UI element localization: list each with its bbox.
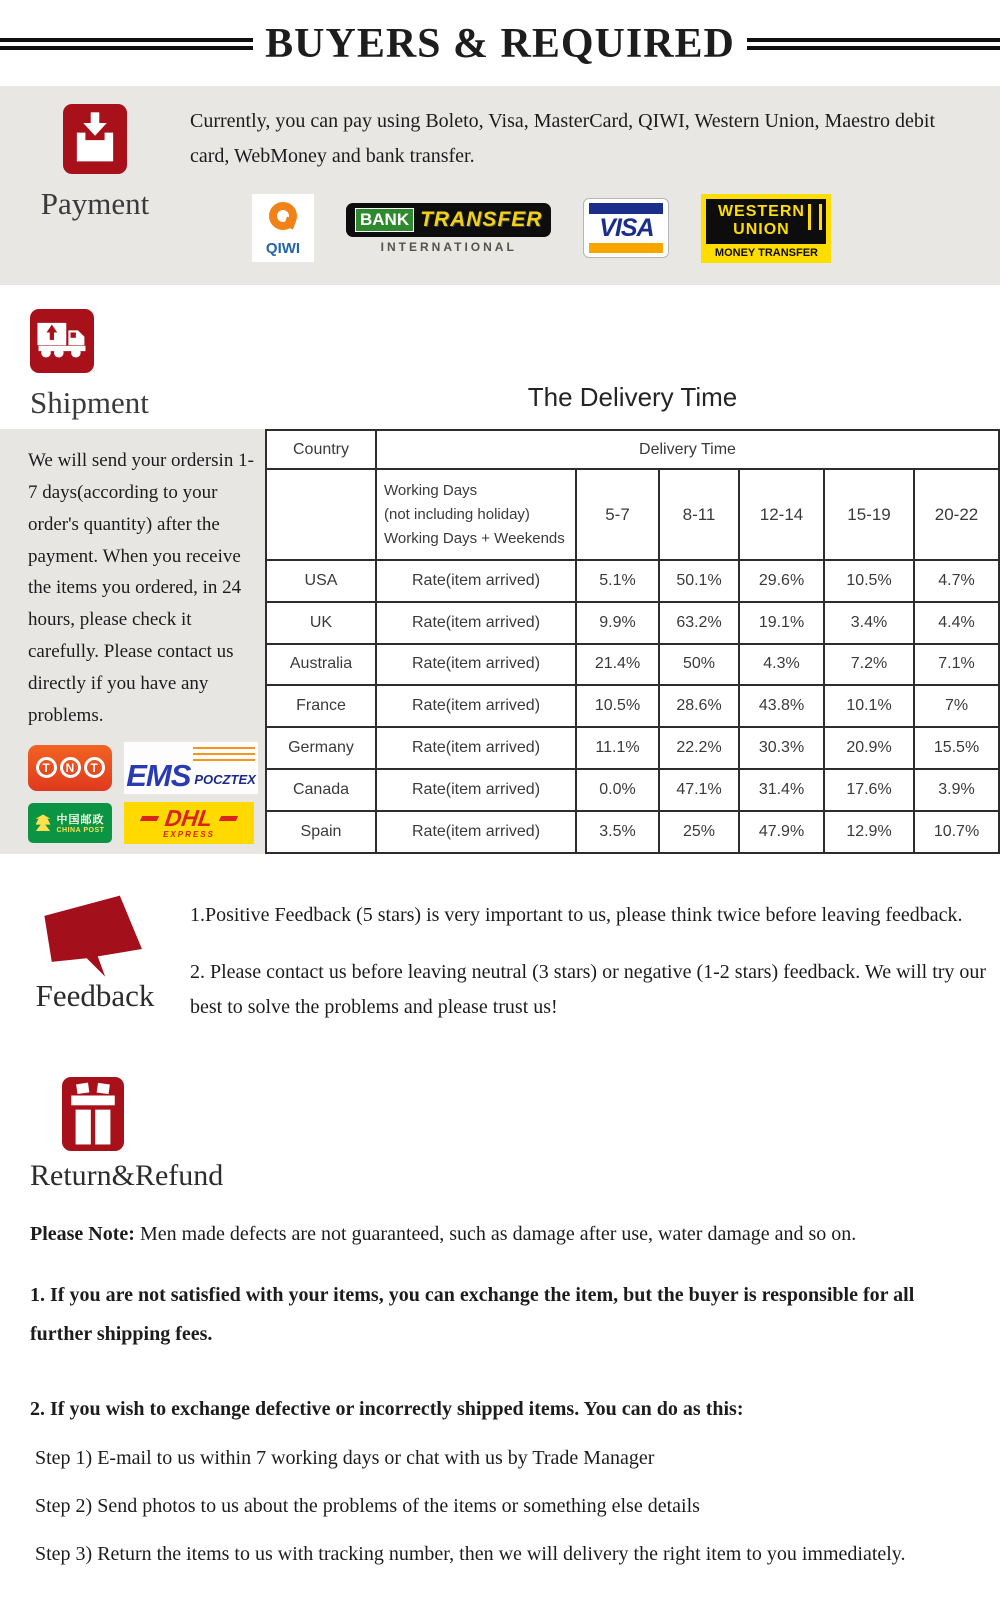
transfer-word: TRANSFER <box>420 207 543 231</box>
table-subheader-row <box>266 469 999 559</box>
please-note <box>30 1223 970 1246</box>
shipment-body <box>0 429 1000 854</box>
header-rule-left <box>0 38 253 50</box>
please-note-bold: Please Note: <box>30 1222 135 1245</box>
country-cell: Australia <box>266 644 376 686</box>
return-refund-section <box>0 1077 1000 1613</box>
china-post-text <box>57 811 105 834</box>
speech-bubble-icon <box>34 892 156 984</box>
payment-deposit-icon <box>63 104 127 174</box>
table-row <box>266 644 999 686</box>
day-range-cell: 15-19 <box>824 469 914 559</box>
return-step-2: Step 2) Send photos to us about the problems of the items or something else details <box>35 1494 700 1517</box>
payment-label: Payment <box>40 186 150 221</box>
western-union-line2: UNION <box>733 221 790 239</box>
rate-value-cell: 47.1% <box>659 769 739 811</box>
rate-value-cell: 10.1% <box>824 685 914 727</box>
china-post-logo <box>28 803 112 843</box>
country-cell: USA <box>266 560 376 602</box>
page-header <box>0 0 1000 68</box>
rate-value-cell: 31.4% <box>739 769 824 811</box>
working-days-cell <box>376 469 576 559</box>
rate-value-cell: 20.9% <box>824 727 914 769</box>
visa-gold-band <box>589 243 663 254</box>
dhl-logo <box>124 802 254 844</box>
shipment-note: We will send your ordersin 1-7 days(according to your order's quantity) after the payment. When you receive the items you ordered, in 24 hours, please check it carefully. Please contact us directly if you have any problems. <box>28 449 254 727</box>
rate-value-cell: 3.5% <box>576 811 659 853</box>
header-rule-right <box>747 38 1000 50</box>
tnt-logo <box>28 745 112 791</box>
ems-stripes-icon <box>193 747 255 762</box>
return-point-2: 2. If you wish to exchange defective or incorrectly shipped items. You can do as this: <box>30 1397 744 1420</box>
day-range-cell: 5-7 <box>576 469 659 559</box>
day-range-cell: 12-14 <box>739 469 824 559</box>
feedback-label: Feedback <box>35 977 155 1013</box>
visa-name: VISA <box>599 213 654 242</box>
rate-value-cell: 3.4% <box>824 602 914 644</box>
visa-logo <box>583 198 669 258</box>
rate-value-cell: 0.0% <box>576 769 659 811</box>
rate-value-cell: 10.7% <box>914 811 999 853</box>
rate-value-cell: 63.2% <box>659 602 739 644</box>
delivery-table-body <box>266 430 999 853</box>
payment-heading <box>0 102 190 263</box>
country-cell: Canada <box>266 769 376 811</box>
rate-label-cell: Rate(item arrived) <box>376 685 576 727</box>
rate-label-cell: Rate(item arrived) <box>376 644 576 686</box>
return-icon-box <box>62 1077 124 1151</box>
empty-cell <box>266 469 376 559</box>
pocztex-name: POCZTEX <box>194 771 256 787</box>
rate-value-cell: 7.2% <box>824 644 914 686</box>
shipment-icon-box <box>30 309 94 373</box>
ems-pocztex-logo <box>124 742 258 794</box>
shipment-heading <box>0 309 265 421</box>
rate-value-cell: 19.1% <box>739 602 824 644</box>
working-days-line: Working Days <box>384 481 478 499</box>
rate-value-cell: 5.1% <box>576 560 659 602</box>
payment-content <box>190 102 1000 263</box>
table-row <box>266 685 999 727</box>
rate-value-cell: 22.2% <box>659 727 739 769</box>
western-union-subtitle: MONEY TRANSFER <box>714 246 818 259</box>
qiwi-name: QIWI <box>265 240 301 258</box>
visa-middle <box>584 214 668 243</box>
dhl-dash-icon <box>218 816 237 821</box>
country-cell: Germany <box>266 727 376 769</box>
day-range-cell: 8-11 <box>659 469 739 559</box>
rate-value-cell: 21.4% <box>576 644 659 686</box>
please-note-rest: Men made defects are not guaranteed, such as damage after use, water damage and so on. <box>134 1222 857 1245</box>
tnt-letter: N <box>60 757 81 778</box>
bank-transfer-logo <box>346 203 551 254</box>
rate-label-cell: Rate(item arrived) <box>376 602 576 644</box>
rate-value-cell: 9.9% <box>576 602 659 644</box>
western-union-logo <box>701 194 831 263</box>
china-post-en: CHINA POST <box>56 827 105 835</box>
visa-blue-band <box>589 203 663 214</box>
table-row <box>266 769 999 811</box>
dhl-name: DHL <box>163 804 215 831</box>
delivery-time-table <box>265 429 1000 854</box>
delivery-time-title: The Delivery Time <box>527 381 738 412</box>
rate-value-cell: 7% <box>914 685 999 727</box>
shipment-note-panel <box>0 429 265 854</box>
dhl-row <box>141 804 236 831</box>
rate-value-cell: 10.5% <box>576 685 659 727</box>
return-step-3: Step 3) Return the items to us with tracking number, then we will delivery the right item to you immediately. <box>35 1542 906 1565</box>
rate-label-cell: Rate(item arrived) <box>376 769 576 811</box>
rate-value-cell: 4.7% <box>914 560 999 602</box>
rate-value-cell: 50% <box>659 644 739 686</box>
payment-description: Currently, you can pay using Boleto, Visa, MasterCard, QIWI, Western Union, Maestro debit card, WebMoney and bank transfer. <box>190 110 935 167</box>
feedback-heading <box>0 888 190 1025</box>
rate-value-cell: 3.9% <box>914 769 999 811</box>
truck-icon <box>30 309 94 373</box>
country-header-cell: Country <box>266 430 376 470</box>
table-row <box>266 602 999 644</box>
feedback-section <box>0 888 1000 1025</box>
return-step-1: Step 1) E-mail to us within 7 working days or chat with us by Trade Manager <box>35 1446 655 1469</box>
payment-logos <box>252 194 1000 263</box>
rate-value-cell: 15.5% <box>914 727 999 769</box>
working-days-line: (not including holiday) <box>384 505 530 523</box>
qiwi-logo <box>252 194 314 262</box>
rate-value-cell: 47.9% <box>739 811 824 853</box>
western-union-black-box <box>706 199 826 244</box>
gift-box-icon <box>62 1077 124 1151</box>
return-point-1: 1. If you are not satisfied with your items, you can exchange the item, but the buyer is responsible for all further shipping fees. <box>30 1283 915 1345</box>
rate-value-cell: 50.1% <box>659 560 739 602</box>
feedback-point-2: 2. Please contact us before leaving neutral (3 stars) or negative (1-2 stars) feedback. We will try our best to solve the problems and please trust us! <box>190 960 987 1018</box>
day-range-cell: 20-22 <box>914 469 999 559</box>
dhl-subtitle: EXPRESS <box>163 829 215 839</box>
delivery-time-header-cell: Delivery Time <box>376 430 999 470</box>
payment-icon-box <box>63 104 127 174</box>
page-title: BUYERS & REQUIRED <box>265 21 735 67</box>
ems-name: EMS <box>126 757 191 793</box>
western-union-line1: WESTERN <box>717 203 805 220</box>
working-days-line: Working Days + Weekends <box>384 529 565 547</box>
china-post-emblem-icon <box>36 814 51 831</box>
tnt-letter: T <box>36 757 57 778</box>
china-post-cn: 中国邮政 <box>56 814 105 827</box>
rate-value-cell: 25% <box>659 811 739 853</box>
country-cell: Spain <box>266 811 376 853</box>
rate-label-cell: Rate(item arrived) <box>376 811 576 853</box>
table-row <box>266 811 999 853</box>
rate-value-cell: 10.5% <box>824 560 914 602</box>
shipment-heading-row <box>0 309 1000 421</box>
rate-value-cell: 30.3% <box>739 727 824 769</box>
rate-label-cell: Rate(item arrived) <box>376 727 576 769</box>
rate-value-cell: 12.9% <box>824 811 914 853</box>
tnt-letter: T <box>84 757 105 778</box>
carrier-logos <box>28 742 259 844</box>
payment-section <box>0 86 1000 285</box>
rate-value-cell: 28.6% <box>659 685 739 727</box>
country-cell: UK <box>266 602 376 644</box>
rate-label-cell: Rate(item arrived) <box>376 560 576 602</box>
shipment-label: Shipment <box>30 384 149 420</box>
rate-value-cell: 17.6% <box>824 769 914 811</box>
bank-transfer-top <box>346 203 551 237</box>
rate-value-cell: 4.4% <box>914 602 999 644</box>
return-refund-label: Return&Refund <box>30 1158 224 1192</box>
bank-word: BANK <box>355 208 414 232</box>
qiwi-q-icon <box>269 202 297 230</box>
bank-transfer-subtitle: INTERNATIONAL <box>380 239 517 254</box>
table-row <box>266 727 999 769</box>
table-header-row <box>266 430 999 470</box>
country-cell: France <box>266 685 376 727</box>
table-row <box>266 560 999 602</box>
rate-value-cell: 11.1% <box>576 727 659 769</box>
feedback-content <box>190 888 1000 1025</box>
rate-value-cell: 4.3% <box>739 644 824 686</box>
feedback-point-1: 1.Positive Feedback (5 stars) is very important to us, please think twice before leaving feedback. <box>190 903 963 926</box>
rate-value-cell: 43.8% <box>739 685 824 727</box>
rate-value-cell: 7.1% <box>914 644 999 686</box>
rate-value-cell: 29.6% <box>739 560 824 602</box>
dhl-dash-icon <box>140 816 159 821</box>
